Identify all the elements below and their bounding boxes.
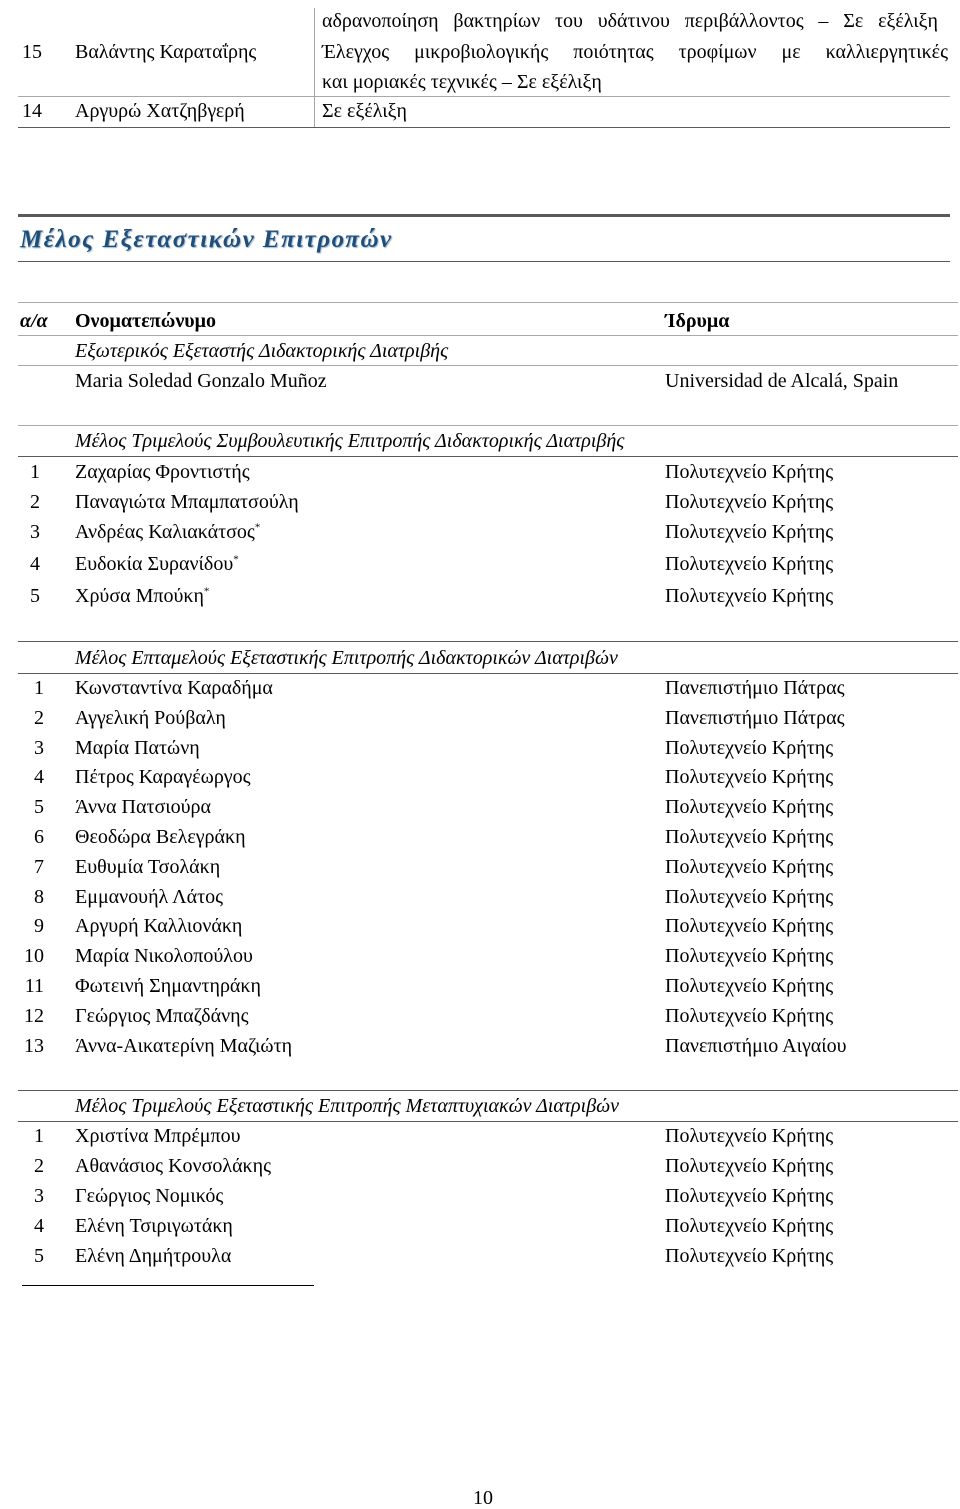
member-institution: Πολυτεχνείο Κρήτης bbox=[665, 585, 834, 607]
member-institution: Πολυτεχνείο Κρήτης bbox=[665, 737, 834, 759]
header-institution: Ίδρυμα bbox=[665, 310, 730, 332]
member-institution: Πολυτεχνείο Κρήτης bbox=[665, 856, 834, 878]
thesis-title-line: αδρανοποίηση βακτηρίων του υδάτινου περιβάλλοντος – Σε εξέλιξη bbox=[322, 10, 938, 32]
section-rule-top bbox=[18, 214, 950, 217]
member-institution: Πολυτεχνείο Κρήτης bbox=[665, 826, 834, 848]
member-name bbox=[75, 586, 209, 606]
member-name: Εμμανουήλ Λάτος bbox=[75, 886, 224, 908]
header-name: Ονοματεπώνυμο bbox=[75, 310, 216, 332]
member-name: Πέτρος Καραγέωργος bbox=[75, 766, 251, 788]
row-number: 12 bbox=[24, 1005, 44, 1027]
group-heading-masters: Μέλος Τριμελούς Εξεταστικής Επιτροπής Μεταπτυχιακών Διατριβών bbox=[75, 1095, 619, 1117]
header-aa: α/α bbox=[20, 310, 48, 332]
row-number: 5 bbox=[30, 585, 40, 607]
row-number: 10 bbox=[24, 945, 44, 967]
member-name-text: Ανδρέας Καλιακάτσος bbox=[75, 521, 255, 543]
row-number: 15 bbox=[22, 41, 42, 63]
member-name: Αθανάσιος Κονσολάκης bbox=[75, 1155, 272, 1177]
thesis-title-line: και μοριακές τεχνικές – Σε εξέλιξη bbox=[322, 71, 602, 93]
member-institution: Πολυτεχνείο Κρήτης bbox=[665, 945, 834, 967]
member-name: Ζαχαρίας Φροντιστής bbox=[75, 461, 250, 483]
row-number: 4 bbox=[34, 766, 44, 788]
member-institution: Πολυτεχνείο Κρήτης bbox=[665, 1215, 834, 1237]
row-number: 1 bbox=[30, 461, 40, 483]
row-number: 2 bbox=[34, 1155, 44, 1177]
row-number: 2 bbox=[30, 491, 40, 513]
group-heading-seven: Μέλος Επταμελούς Εξεταστικής Επιτροπής Διδακτορικών Διατριβών bbox=[75, 647, 618, 669]
row-number: 6 bbox=[34, 826, 44, 848]
student-name: Βαλάντης Καραταΐρης bbox=[75, 41, 257, 63]
footnote-separator bbox=[22, 1285, 314, 1286]
member-name-text: Χρύσα Μπούκη bbox=[75, 585, 204, 607]
row-number: 3 bbox=[30, 521, 40, 543]
member-name: Maria Soledad Gonzalo Muñoz bbox=[75, 370, 327, 392]
row-number: 2 bbox=[34, 707, 44, 729]
member-name: Μαρία Νικολοπούλου bbox=[75, 945, 253, 967]
member-institution: Πολυτεχνείο Κρήτης bbox=[665, 461, 834, 483]
row-divider bbox=[18, 456, 958, 457]
member-institution: Πανεπιστήμιο Πάτρας bbox=[665, 707, 845, 729]
table-top-border bbox=[18, 302, 958, 303]
asterisk-marker: * bbox=[254, 521, 261, 534]
member-name: Ελένη Τσιριγωτάκη bbox=[75, 1215, 233, 1237]
member-name: Αργυρή Καλλιονάκη bbox=[75, 915, 243, 937]
member-institution: Πολυτεχνείο Κρήτης bbox=[665, 796, 834, 818]
member-name: Φωτεινή Σημαντηράκη bbox=[75, 975, 261, 997]
member-name-text: Ευδοκία Συρανίδου bbox=[75, 553, 234, 575]
row-divider bbox=[18, 96, 950, 97]
member-institution: Πολυτεχνείο Κρήτης bbox=[665, 766, 834, 788]
row-number: 5 bbox=[34, 796, 44, 818]
page-number: 10 bbox=[473, 1487, 493, 1509]
member-name: Άννα-Αικατερίνη Μαζιώτη bbox=[75, 1035, 293, 1057]
row-divider bbox=[18, 425, 958, 426]
member-name: Γεώργιος Νομικός bbox=[75, 1185, 224, 1207]
row-number: 4 bbox=[30, 553, 40, 575]
member-institution: Πολυτεχνείο Κρήτης bbox=[665, 1185, 834, 1207]
member-name: Παναγιώτα Μπαμπατσούλη bbox=[75, 491, 299, 513]
row-number: 11 bbox=[24, 975, 44, 997]
row-number: 3 bbox=[34, 737, 44, 759]
row-divider bbox=[18, 673, 958, 674]
member-name: Ελένη Δημήτρουλα bbox=[75, 1245, 232, 1267]
member-institution: Πολυτεχνείο Κρήτης bbox=[665, 1245, 834, 1267]
section-title: Μέλος Εξεταστικών Επιτροπών bbox=[20, 226, 393, 253]
member-institution: Πολυτεχνείο Κρήτης bbox=[665, 491, 834, 513]
member-name bbox=[75, 522, 260, 542]
member-institution: Universidad de Alcalá, Spain bbox=[665, 370, 899, 392]
thesis-title-line: Έλεγχος μικροβιολογικής ποιότητας τροφίμων με καλλιεργητικές bbox=[322, 41, 948, 63]
row-divider bbox=[18, 1090, 958, 1091]
row-number: 3 bbox=[34, 1185, 44, 1207]
row-divider bbox=[18, 335, 958, 336]
row-number: 14 bbox=[22, 100, 42, 122]
row-number: 1 bbox=[34, 1125, 44, 1147]
member-institution: Πανεπιστήμιο Αιγαίου bbox=[665, 1035, 847, 1057]
row-divider bbox=[18, 365, 958, 366]
row-divider bbox=[18, 641, 958, 642]
asterisk-marker: * bbox=[203, 585, 210, 598]
row-number: 7 bbox=[34, 856, 44, 878]
member-institution: Πολυτεχνείο Κρήτης bbox=[665, 1155, 834, 1177]
row-number: 1 bbox=[34, 677, 44, 699]
row-number: 5 bbox=[34, 1245, 44, 1267]
member-name: Γεώργιος Μπαζδάνης bbox=[75, 1005, 249, 1027]
member-institution: Πολυτεχνείο Κρήτης bbox=[665, 886, 834, 908]
member-name: Αγγελική Ρούβαλη bbox=[75, 707, 226, 729]
row-number: 4 bbox=[34, 1215, 44, 1237]
member-institution: Πολυτεχνείο Κρήτης bbox=[665, 521, 834, 543]
member-institution: Πολυτεχνείο Κρήτης bbox=[665, 915, 834, 937]
row-divider bbox=[18, 1121, 958, 1122]
member-institution: Πολυτεχνείο Κρήτης bbox=[665, 1005, 834, 1027]
member-institution: Πολυτεχνείο Κρήτης bbox=[665, 553, 834, 575]
member-institution: Πολυτεχνείο Κρήτης bbox=[665, 1125, 834, 1147]
member-institution: Πολυτεχνείο Κρήτης bbox=[665, 975, 834, 997]
section-rule-bottom bbox=[18, 261, 950, 262]
member-name: Ευθυμία Τσολάκη bbox=[75, 856, 221, 878]
column-divider bbox=[314, 8, 315, 128]
row-number: 13 bbox=[24, 1035, 44, 1057]
member-institution: Πανεπιστήμιο Πάτρας bbox=[665, 677, 845, 699]
member-name: Μαρία Πατώνη bbox=[75, 737, 200, 759]
member-name: Άννα Πατσιούρα bbox=[75, 796, 212, 818]
row-number: 8 bbox=[34, 886, 44, 908]
member-name: Κωνσταντίνα Καραδήμα bbox=[75, 677, 273, 699]
member-name: Χριστίνα Μπρέμπου bbox=[75, 1125, 241, 1147]
table-bottom-border bbox=[18, 127, 950, 128]
row-number: 9 bbox=[34, 915, 44, 937]
asterisk-marker: * bbox=[233, 553, 239, 566]
student-name: Αργυρώ Χατζηβγερή bbox=[75, 100, 245, 122]
member-name bbox=[75, 554, 239, 574]
member-name: Θεοδώρα Βελεγράκη bbox=[75, 826, 246, 848]
thesis-title-line: Σε εξέλιξη bbox=[322, 100, 407, 122]
group-heading-advisory: Μέλος Τριμελούς Συμβουλευτικής Επιτροπής Διδακτορικής Διατριβής bbox=[75, 430, 625, 452]
group-heading-external: Εξωτερικός Εξεταστής Διδακτορικής Διατριβής bbox=[75, 340, 449, 362]
